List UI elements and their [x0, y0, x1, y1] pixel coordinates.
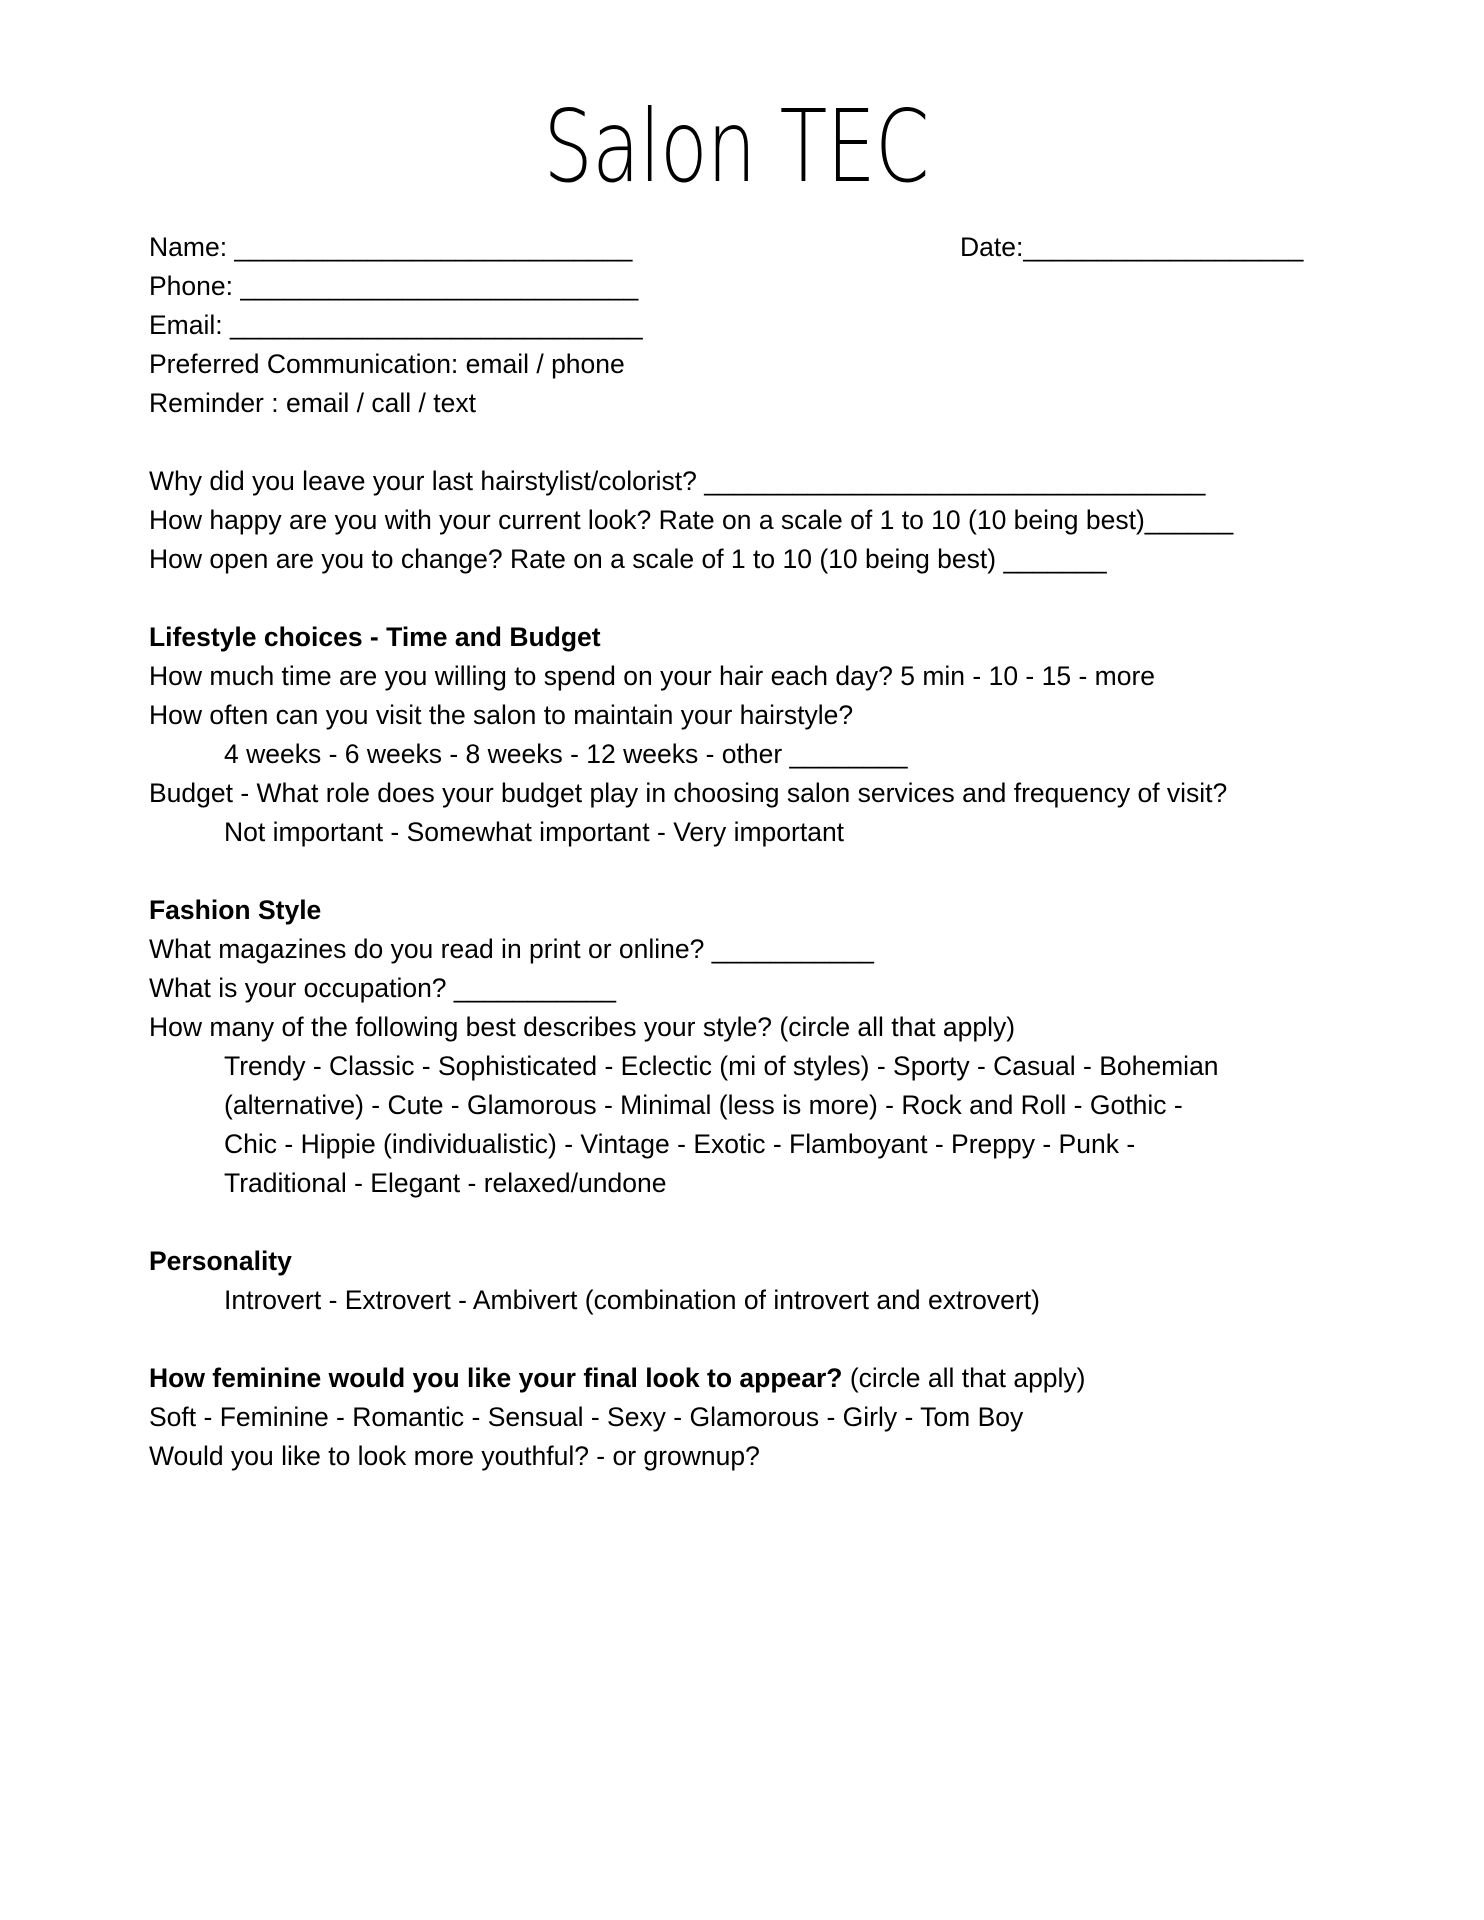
name-row — [149, 228, 1399, 267]
how-open-question[interactable]: How open are you to change? Rate on a scale of 1 to 10 (10 being best) _______ — [149, 544, 1107, 574]
visit-options[interactable]: 4 weeks - 6 weeks - 8 weeks - 12 weeks - other ________ — [224, 739, 908, 769]
feminine-question-bold: How feminine would you like your final look to appear? — [149, 1363, 843, 1393]
feminine-question — [149, 1359, 1399, 1398]
style-options-line[interactable]: Traditional - Elegant - relaxed/undone — [224, 1168, 667, 1198]
preferred-communication-field[interactable]: Preferred Communication: email / phone — [149, 349, 625, 379]
personality-options[interactable]: Introvert - Extrovert - Ambivert (combination of introvert and extrovert) — [224, 1285, 1040, 1315]
budget-options[interactable]: Not important - Somewhat important - Very important — [224, 817, 845, 847]
youthful-question[interactable]: Would you like to look more youthful? - or grownup? — [149, 1441, 760, 1471]
visit-question: How often can you visit the salon to maintain your hairstyle? — [149, 700, 854, 730]
phone-field[interactable]: Phone: ___________________________ — [149, 271, 639, 301]
fashion-heading: Fashion Style — [149, 895, 322, 925]
name-field[interactable]: Name: ___________________________ — [149, 232, 633, 262]
time-question[interactable]: How much time are you willing to spend on your hair each day? 5 min - 10 - 15 - more — [149, 661, 1156, 691]
feminine-question-note: (circle all that apply) — [842, 1363, 1086, 1393]
lifestyle-heading: Lifestyle choices - Time and Budget — [149, 622, 601, 652]
why-leave-question[interactable]: Why did you leave your last hairstylist/colorist? __________________________________ — [149, 466, 1206, 496]
feminine-options[interactable]: Soft - Feminine - Romantic - Sensual - Sexy - Glamorous - Girly - Tom Boy — [149, 1402, 1024, 1432]
form-body — [149, 228, 1399, 1476]
style-options-line[interactable]: (alternative) - Cute - Glamorous - Minimal (less is more) - Rock and Roll - Gothic - — [224, 1090, 1183, 1120]
date-field[interactable]: Date:___________________ — [960, 232, 1304, 262]
occupation-question[interactable]: What is your occupation? ___________ — [149, 973, 617, 1003]
style-question: How many of the following best describes your style? (circle all that apply) — [149, 1012, 1016, 1042]
spacer — [149, 1320, 1399, 1359]
budget-question: Budget - What role does your budget play in choosing salon services and frequency of visit? — [149, 778, 1228, 808]
style-options-line[interactable]: Chic - Hippie (individualistic) - Vintage - Exotic - Flamboyant - Preppy - Punk - — [224, 1129, 1136, 1159]
spacer — [149, 1203, 1399, 1242]
spacer — [149, 423, 1399, 462]
personality-heading: Personality — [149, 1246, 292, 1276]
reminder-field[interactable]: Reminder : email / call / text — [149, 388, 476, 418]
page-title — [0, 88, 1484, 205]
how-happy-question[interactable]: How happy are you with your current look? Rate on a scale of 1 to 10 (10 being best)______ — [149, 505, 1234, 535]
spacer — [149, 579, 1399, 618]
magazines-question[interactable]: What magazines do you read in print or online? ___________ — [149, 934, 874, 964]
email-field[interactable]: Email: ____________________________ — [149, 310, 643, 340]
title-text: Salon TEC — [542, 88, 929, 205]
style-options-line[interactable]: Trendy - Classic - Sophisticated - Eclectic (mi of styles) - Sporty - Casual - Bohemian — [224, 1051, 1219, 1081]
spacer — [149, 852, 1399, 891]
